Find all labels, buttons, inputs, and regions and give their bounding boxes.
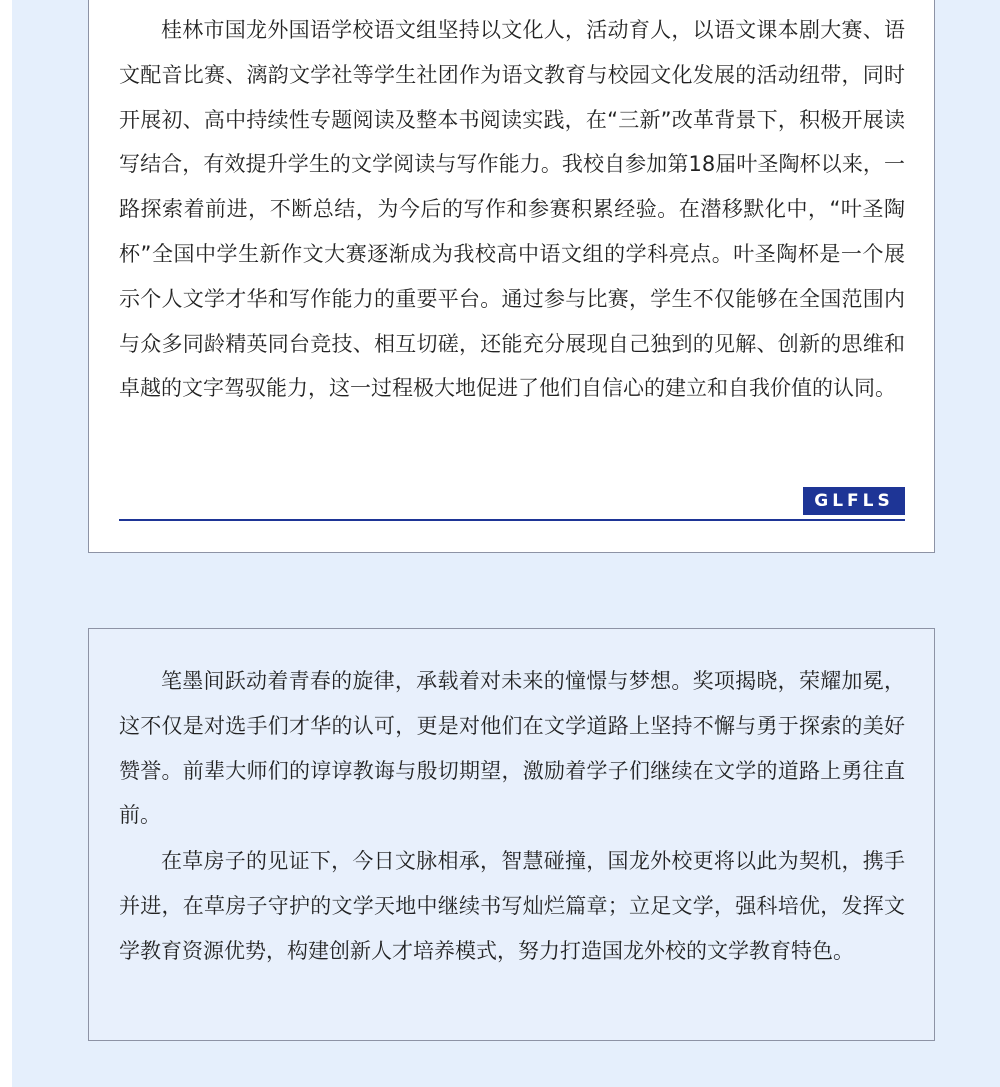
divider-line <box>119 519 905 521</box>
intro-paragraph: 桂林市国龙外国语学校语文组坚持以文化人，活动育人，以语文课本剧大赛、语文配音比赛、漓韵文学社等学生社团作为语文教育与校园文化发展的活动纽带，同时开展初、高中持续性专题阅读及整本书阅读实践，在“三新”改革背景下，积极开展读写结合，有效提升学生的文学阅读与写作能力。我校自参加第18届叶圣陶杯以来，一路探索着前进，不断总结，为今后的写作和参赛积累经验。在潜移默化中，“叶圣陶杯”全国中学生新作文大赛逐渐成为我校高中语文组的学科亮点。叶圣陶杯是一个展示个人文学才华和写作能力的重要平台。通过参与比赛，学生不仅能够在全国范围内与众多同龄精英同台竞技、相互切磋，还能充分展现自己独到的见解、创新的思维和卓越的文字驾驭能力，这一过程极大地促进了他们自信心的建立和自我价值的认同。 <box>119 18 905 401</box>
closing-card <box>88 628 935 1041</box>
intro-card <box>88 0 935 553</box>
closing-paragraph-1: 笔墨间跃动着青春的旋律，承载着对未来的憧憬与梦想。奖项揭晓，荣耀加冕，这不仅是对选手们才华的认可，更是对他们在文学道路上坚持不懈与勇于探索的美好赞誉。前辈大师们的谆谆教诲与殷切期望，激励着学子们继续在文学的道路上勇往直前。 <box>119 669 905 828</box>
glfls-badge: GLFLS <box>803 487 905 515</box>
closing-paragraph-2: 在草房子的见证下，今日文脉相承，智慧碰撞，国龙外校更将以此为契机，携手并进，在草房子守护的文学天地中继续书写灿烂篇章；立足文学，强科培优，发挥文学教育资源优势，构建创新人才培养模式，努力打造国龙外校的文学教育特色。 <box>119 849 905 963</box>
